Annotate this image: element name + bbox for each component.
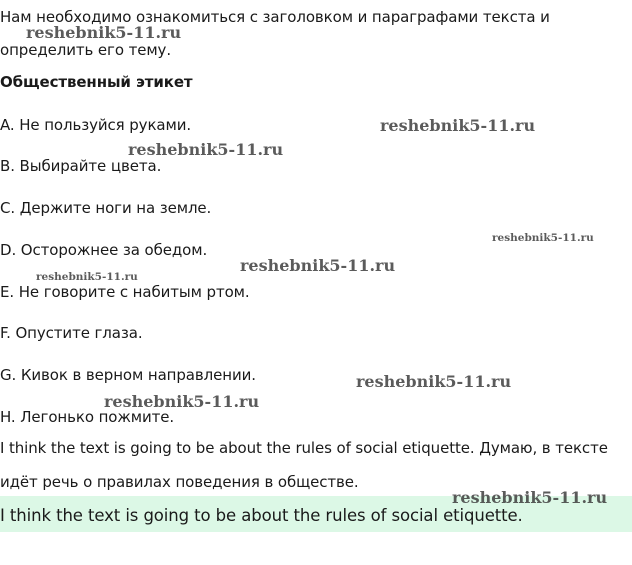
watermark: reshebnik5-11.ru: [36, 271, 138, 283]
watermark: reshebnik5-11.ru: [380, 116, 536, 135]
list-item: C. Держите ноги на земле.: [0, 199, 212, 217]
watermark: reshebnik5-11.ru: [240, 256, 396, 275]
watermark: reshebnik5-11.ru: [452, 488, 608, 507]
answer-highlight-text: I think the text is going to be about the rules of social etiquette.: [0, 506, 523, 525]
list-item: B. Выбирайте цвета.: [0, 157, 162, 175]
list-item: E. Не говорите с набитым ртом.: [0, 283, 250, 301]
watermark: reshebnik5-11.ru: [128, 140, 284, 159]
list-item: D. Осторожнее за обедом.: [0, 241, 208, 259]
watermark: reshebnik5-11.ru: [492, 232, 594, 244]
watermark: reshebnik5-11.ru: [104, 392, 260, 411]
answer-line-1: I think the text is going to be about the rules of social etiquette. Думаю, в тексте: [0, 439, 608, 457]
list-item: G. Кивок в верном направлении.: [0, 366, 256, 384]
text-title: Общественный этикет: [0, 73, 193, 91]
list-item: H. Легонько пожмите.: [0, 408, 175, 426]
intro-line-2: определить его тему.: [0, 41, 171, 59]
watermark: reshebnik5-11.ru: [26, 23, 182, 42]
watermark: reshebnik5-11.ru: [356, 372, 512, 391]
answer-line-2: идёт речь о правилах поведения в обществе.: [0, 473, 359, 491]
list-item: F. Опустите глаза.: [0, 324, 143, 342]
intro-line-1: Нам необходимо ознакомиться с заголовком и параграфами текста и: [0, 8, 550, 26]
list-item: A. Не пользуйся руками.: [0, 116, 192, 134]
